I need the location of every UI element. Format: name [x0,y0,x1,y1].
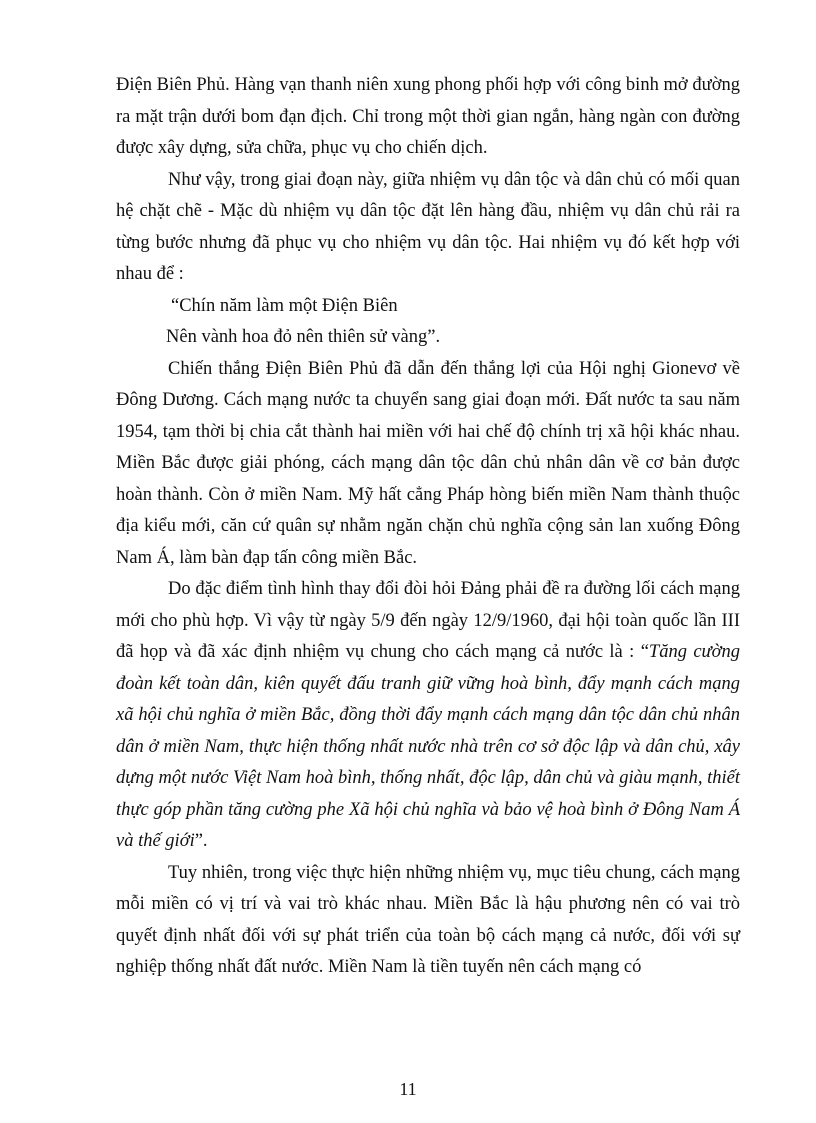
page-number: 11 [399,1079,417,1099]
document-page [116,70,740,984]
quote-close-mark: ”. [194,831,208,851]
congress-lead-text: Do đặc điểm tình hình thay đổi đòi hỏi Đảng phải đề ra đường lối cách mạng mới cho phù hợp. Vì vậy từ ngày 5/9 đến ngày 12/9/1960, đại hội toàn quốc lần III đã họp và đã xác định nhiệm vụ chung cho cách mạng cả nước là : [116,579,740,662]
paragraph-geneva-victory: Chiến thắng Điện Biên Phủ đã dẫn đến thắng lợi của Hội nghị Gionevơ về Đông Dương. Cách mạng nước ta chuyển sang giai đoạn mới. Đất nước ta sau năm 1954, tạm thời bị chia cắt thành hai miền với hai chế độ chính trị xã hội khác nhau. Miền Bắc được giải phóng, cách mạng dân tộc dân chủ nhân dân về cơ bản được hoàn thành. Còn ở miền Nam. Mỹ hất cẳng Pháp hòng biến miền Nam thành thuộc địa kiểu mới, căn cứ quân sự nhằm ngăn chặn chủ nghĩa cộng sản lan xuống Đông Nam Á, làm bàn đạp tấn công miền Bắc. [116,358,740,568]
paragraph-roles-of-regions: Tuy nhiên, trong việc thực hiện những nhiệm vụ, mục tiêu chung, cách mạng mỗi miền có vị trí và vai trò khác nhau. Miền Bắc là hậu phương nên có vai trò quyết định nhất đối với sự phát triển của toàn bộ cách mạng cả nước, đối với sự nghiệp thống nhất đất nước. Miền Nam là tiền tuyến nên cách mạng có [116,862,740,977]
poem-line-2: Nên vành hoa đỏ nên thiên sử vàng”. [166,327,441,347]
poem-quote [116,291,740,354]
quote-open-mark: “ [640,642,649,662]
congress-quote-text: Tăng cường đoàn kết toàn dân, kiên quyết đấu tranh giữ vững hoà bình, đẩy mạnh cách mạng xã hội chủ nghĩa ở miền Bắc, đồng thời đẩy mạnh cách mạng dân tộc dân chủ nhân dân ở miền Nam, thực hiện thống nhất nước nhà trên cơ sở độc lập và dân chủ, xây dựng một nước Việt Nam hoà bình, thống nhất, độc lập, dân chủ và giàu mạnh, thiết thực góp phần tăng cường phe Xã hội chủ nghĩa và bảo vệ hoà bình ở Đông Nam Á và thế giới [116,642,741,851]
paragraph-third-congress [116,574,740,858]
poem-line-1: “Chín năm làm một Điện Biên [171,295,398,316]
paragraph-national-democratic-tasks: Như vậy, trong giai đoạn này, giữa nhiệm vụ dân tộc và dân chủ có mối quan hệ chặt chẽ - Mặc dù nhiệm vụ dân tộc đặt lên hàng đầu, nhiệm vụ dân chủ rải ra từng bước nhưng đã phục vụ cho nhiệm vụ dân tộc. Hai nhiệm vụ đó kết hợp với nhau để : [116,169,740,284]
paragraph-dien-bien-phu-roads: Điện Biên Phủ. Hàng vạn thanh niên xung phong phối hợp với công binh mở đường ra mặt trận dưới bom đạn địch. Chỉ trong một thời gian ngắn, hàng ngàn con đường được xây dựng, sửa chữa, phục vụ cho chiến dịch. [116,75,740,158]
